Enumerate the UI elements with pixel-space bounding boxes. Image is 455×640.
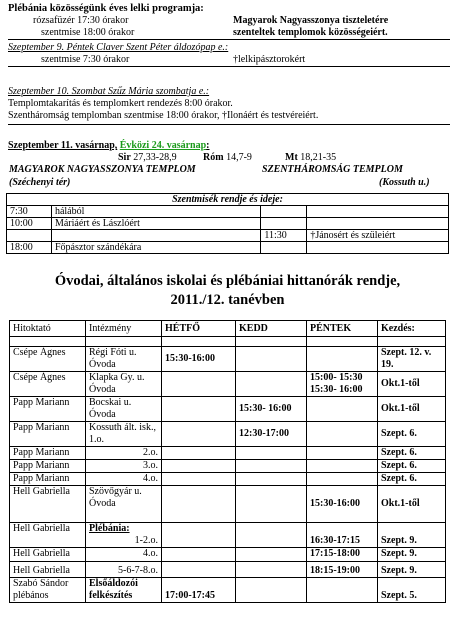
- mass-time: [7, 230, 52, 242]
- divider: [8, 66, 450, 67]
- start: Szept. 6.: [378, 422, 446, 447]
- reading-3-book: Mt: [285, 152, 298, 163]
- table-row: [10, 523, 446, 548]
- monday: [162, 397, 236, 422]
- programme-rosary-desc: Magyarok Nagyasszonya tiszteletére: [233, 15, 389, 26]
- teacher: Papp Mariann: [10, 460, 86, 473]
- programme-mass-desc: szenteltek templomok közösségeiért.: [233, 27, 388, 38]
- friday: [307, 422, 378, 447]
- mass-time: 10:00: [7, 218, 52, 230]
- mass-intention: †Jánosért és szüleiért: [307, 230, 449, 242]
- friday: [307, 460, 378, 473]
- header-teacher: Hitoktató: [10, 321, 86, 337]
- reading-3: [285, 152, 336, 164]
- tuesday: [236, 486, 307, 523]
- programme-title: Plébánia közösségünk éves lelki programja:: [8, 3, 204, 14]
- start: Okt.1-től: [378, 486, 446, 523]
- mass-intention: [51, 230, 260, 242]
- programme-mass-time: szentmise 18:00 órakor: [41, 27, 135, 38]
- monday: 15:30-16:00: [162, 347, 236, 372]
- start: Szept. 9.: [378, 548, 446, 562]
- schedule-table: [9, 320, 446, 603]
- friday: [307, 397, 378, 422]
- monday: [162, 447, 236, 460]
- start: Szept. 5.: [378, 578, 446, 603]
- reading-2: [203, 152, 252, 164]
- mass-intention: [307, 218, 449, 230]
- monday: [162, 422, 236, 447]
- tuesday: [236, 460, 307, 473]
- sept9-mass: szentmise 7:30 órakor: [41, 54, 130, 65]
- table-row: [10, 397, 446, 422]
- monday: [162, 460, 236, 473]
- mass-intention: Máriáért és Lászlóért: [51, 218, 260, 230]
- friday: 15:00- 15:30 15:30- 16:00: [307, 372, 378, 397]
- sept10-heading: Szeptember 10. Szombat Szűz Mária szombatja e.:: [8, 86, 210, 97]
- divider: [8, 124, 450, 125]
- mass-time: [261, 206, 307, 218]
- institution: Kossuth ált. isk., 1.o.: [86, 422, 162, 447]
- tuesday: 12:30-17:00: [236, 422, 307, 447]
- sept11-liturgical-day: Évközi 24. vasárnap: [119, 140, 207, 151]
- tuesday: [236, 347, 307, 372]
- start: Okt.1-től: [378, 372, 446, 397]
- monday: [162, 562, 236, 578]
- friday: 16:30-17:15: [307, 523, 378, 548]
- start: Szept. 6.: [378, 447, 446, 460]
- teacher: Csépe Ágnes: [10, 347, 86, 372]
- divider: [8, 39, 450, 40]
- institution: Elsőáldozói felkészítés: [86, 578, 162, 603]
- reading-2-ref: 14,7-9: [226, 152, 252, 163]
- institution: Bocskai u. Óvoda: [86, 397, 162, 422]
- start: Szept. 9.: [378, 562, 446, 578]
- reading-1: [118, 152, 177, 164]
- header-tuesday: KEDD: [236, 321, 307, 337]
- friday: [307, 347, 378, 372]
- table-row: [10, 372, 446, 397]
- table-row: [10, 473, 446, 486]
- friday: [307, 473, 378, 486]
- table-row: [10, 578, 446, 603]
- institution: 4.o.: [86, 473, 162, 486]
- mass-intention: [307, 206, 449, 218]
- monday: [162, 372, 236, 397]
- mass-time: 7:30: [7, 206, 52, 218]
- table-row: [7, 230, 449, 242]
- start: Szept. 9.: [378, 523, 446, 548]
- institution: Szövőgyár u. Óvoda: [86, 486, 162, 523]
- institution: 2.o.: [86, 447, 162, 460]
- tuesday: [236, 548, 307, 562]
- programme-rosary-time: rózsafüzér 17:30 órakor: [33, 15, 129, 26]
- mass-time: [261, 242, 307, 254]
- teacher: Hell Gabriella: [10, 548, 86, 562]
- teacher: Csépe Ágnes: [10, 372, 86, 397]
- sept9-heading: Szeptember 9. Péntek Claver Szent Péter áldozópap e.:: [8, 42, 229, 53]
- friday: 18:15-19:00: [307, 562, 378, 578]
- reading-3-ref: 18,21-35: [300, 152, 337, 163]
- mass-intention: Főpásztor szándékára: [51, 242, 260, 254]
- church-left: MAGYAROK NAGYASSZONYA TEMPLOM: [9, 164, 196, 175]
- table-row: [10, 422, 446, 447]
- table-row: [10, 460, 446, 473]
- sept10-line1: Templomtakarítás és templomkert rendezés 8:00 órakor.: [8, 98, 233, 109]
- tuesday: [236, 578, 307, 603]
- schedule-title-line2: 2011./12. tanévben: [170, 292, 285, 308]
- monday: [162, 523, 236, 548]
- institution-parish: Plébánia:: [89, 523, 130, 534]
- header-start: Kezdés:: [378, 321, 446, 337]
- monday: [162, 486, 236, 523]
- sept11-heading-text: Szeptember 11. vasárnap,: [8, 140, 118, 151]
- table-row: [10, 486, 446, 523]
- institution: Régi Fóti u. Óvoda: [86, 347, 162, 372]
- sept11-heading-colon: :: [206, 140, 210, 151]
- place-left: (Széchenyi tér): [9, 177, 71, 188]
- table-row: [10, 562, 446, 578]
- schedule-title-line1: Óvodai, általános iskolai és plébániai hittanórák rendje,: [54, 273, 401, 289]
- institution: 3.o.: [86, 460, 162, 473]
- table-row: [7, 242, 449, 254]
- reading-2-book: Róm: [203, 152, 224, 163]
- mass-table-title: Szentmisék rendje és ideje:: [7, 194, 449, 206]
- header-monday: HÉTFŐ: [162, 321, 236, 337]
- tuesday: [236, 562, 307, 578]
- start: Szept. 6.: [378, 460, 446, 473]
- start: Szept. 12. v. 19.: [378, 347, 446, 372]
- teacher: Hell Gabriella: [10, 523, 86, 548]
- start: Szept. 6.: [378, 473, 446, 486]
- mass-time: 18:00: [7, 242, 52, 254]
- start: Okt.1-től: [378, 397, 446, 422]
- institution: [86, 523, 162, 548]
- teacher: Papp Mariann: [10, 422, 86, 447]
- monday: [162, 548, 236, 562]
- table-row: [10, 548, 446, 562]
- mass-time: [261, 218, 307, 230]
- mass-time: 11:30: [261, 230, 307, 242]
- sept10-line2: Szentháromság templomban szentmise 18:00 órakor, †Ilonáért és testvéreiért.: [8, 110, 319, 121]
- table-row: [7, 206, 449, 218]
- tuesday: 15:30- 16:00: [236, 397, 307, 422]
- tuesday: [236, 473, 307, 486]
- monday: [162, 473, 236, 486]
- table-row: [10, 447, 446, 460]
- institution: 5-6-7-8.o.: [86, 562, 162, 578]
- table-row: [10, 347, 446, 372]
- place-right: (Kossuth u.): [379, 177, 430, 188]
- teacher: Hell Gabriella: [10, 562, 86, 578]
- teacher: Hell Gabriella: [10, 486, 86, 523]
- church-right: SZENTHÁROMSÁG TEMPLOM: [262, 164, 403, 175]
- header-friday: PÉNTEK: [307, 321, 378, 337]
- mass-intention: hálából: [51, 206, 260, 218]
- sept9-intention: †lelkipásztorokért: [233, 54, 306, 65]
- institution: 4.o.: [86, 548, 162, 562]
- friday: [307, 578, 378, 603]
- reading-1-book: Sir: [118, 152, 131, 163]
- friday: [307, 447, 378, 460]
- reading-1-ref: 27,33-28,9: [133, 152, 177, 163]
- mass-table: [6, 193, 449, 254]
- monday: 17:00-17:45: [162, 578, 236, 603]
- mass-intention: [307, 242, 449, 254]
- teacher: Papp Mariann: [10, 397, 86, 422]
- sept11-heading: [8, 140, 210, 152]
- table-row: [7, 218, 449, 230]
- friday: 15:30-16:00: [307, 486, 378, 523]
- teacher: Szabó Sándor plébános: [10, 578, 86, 603]
- tuesday: [236, 372, 307, 397]
- teacher: Papp Mariann: [10, 447, 86, 460]
- friday: 17:15-18:00: [307, 548, 378, 562]
- institution-grade: 1-2.o.: [134, 535, 158, 546]
- header-institution: Intézmény: [86, 321, 162, 337]
- tuesday: [236, 447, 307, 460]
- teacher: Papp Mariann: [10, 473, 86, 486]
- tuesday: [236, 523, 307, 548]
- institution: Klapka Gy. u. Óvoda: [86, 372, 162, 397]
- table-header-row: [10, 321, 446, 337]
